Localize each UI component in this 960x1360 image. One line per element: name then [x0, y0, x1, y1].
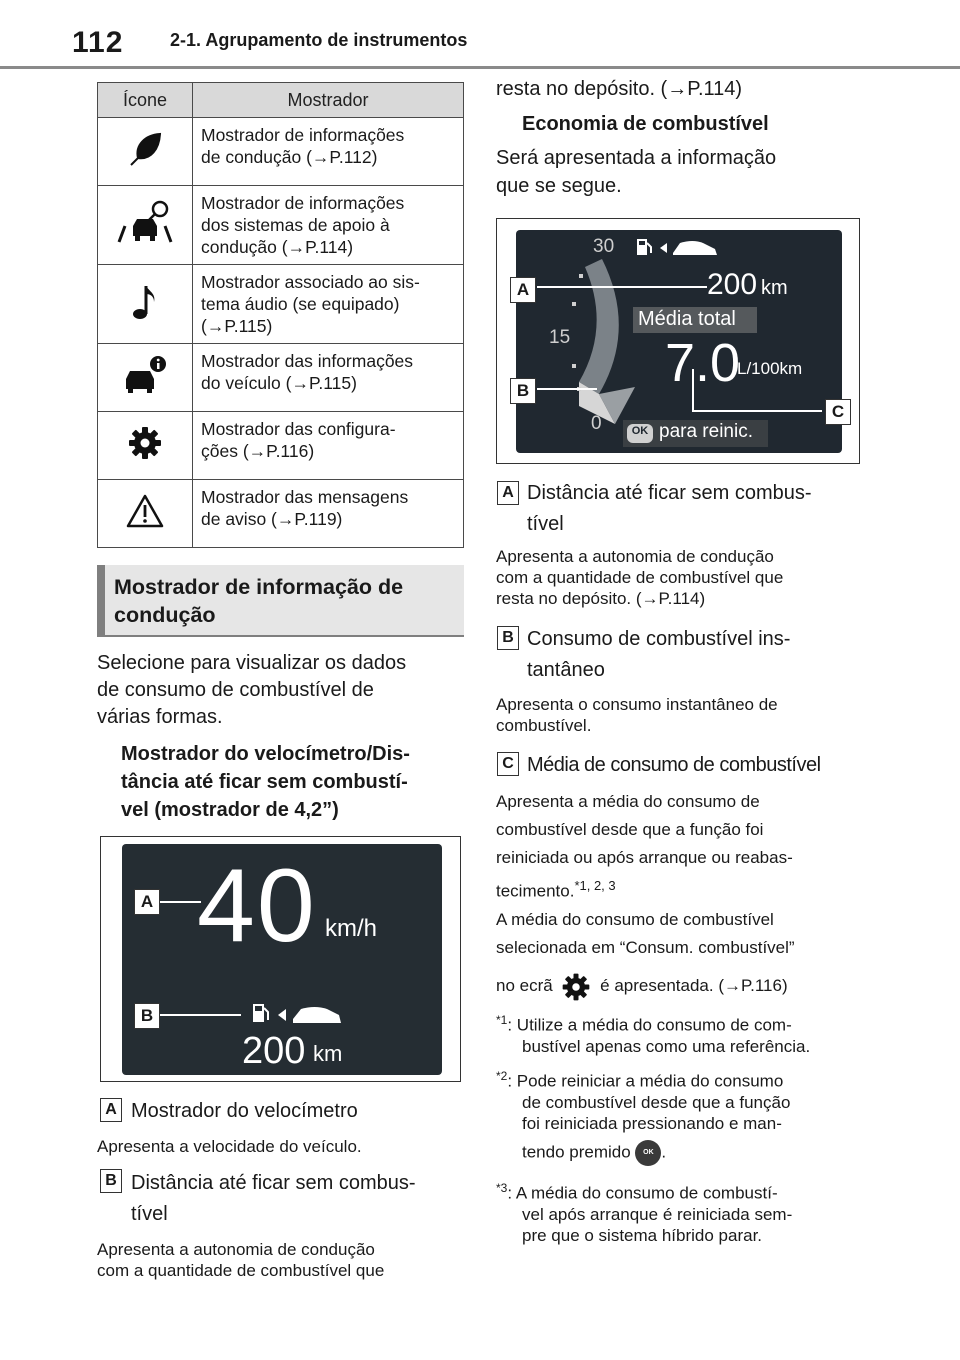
letter-box: C: [497, 752, 519, 776]
item-b-description: [97, 1239, 384, 1281]
music-note-icon: [130, 282, 160, 322]
arrow-left-icon: [278, 1009, 286, 1021]
text-line: Distância até ficar sem combus-: [527, 482, 812, 504]
text-line: Apresenta a autonomia de condução: [97, 1240, 375, 1259]
section-heading: [114, 573, 459, 629]
letter-box: A: [497, 481, 519, 505]
page-number: 112: [72, 26, 124, 59]
text-line: reiniciada ou após arranque ou reabas-: [496, 848, 793, 867]
section-title: 2-1. Agrupamento de instrumentos: [170, 30, 468, 50]
speed-unit: km/h: [325, 915, 378, 942]
arrow-left-icon: [660, 243, 667, 253]
gauge-arc: [579, 259, 619, 394]
section-heading-line: Mostrador de informação de: [114, 575, 404, 599]
footnote-mark: *1: [496, 1013, 508, 1027]
text-fragment: tendo premido: [522, 1142, 631, 1162]
callout-b: B: [134, 1003, 160, 1029]
text-line: que se segue.: [496, 175, 622, 197]
callout-a: A: [510, 277, 536, 303]
footnote-ref: *1, 2, 3: [574, 878, 616, 893]
text-line: vel (mostrador de 4,2”): [121, 799, 339, 821]
table-cell-line: Mostrador das informações: [201, 351, 414, 371]
text-line: várias formas.: [97, 706, 223, 728]
leaf-icon: [125, 129, 165, 169]
item-a-title: [527, 478, 812, 540]
table-row: [98, 186, 464, 265]
section-heading-line: condução: [114, 603, 216, 627]
ok-label: OK: [631, 425, 649, 437]
table-row: [98, 265, 464, 344]
table-cell-line: Mostrador das configura-: [201, 419, 396, 439]
text-line: Distância até ficar sem combus-: [131, 1172, 416, 1194]
callout-b: B: [510, 378, 536, 404]
item-a-marker: [100, 1098, 122, 1122]
item-b-title: [131, 1168, 416, 1230]
range-value: 200: [707, 268, 758, 301]
reset-text: para reinic.: [659, 421, 753, 442]
text-line: A média do consumo de combustível: [496, 910, 774, 929]
text-line: Será apresentada a informação: [496, 147, 777, 169]
text-line: Apresenta a autonomia de condução: [496, 547, 774, 566]
text-line: selecionada em “Consum. combustível”: [496, 938, 795, 957]
footnote-2: [496, 1066, 876, 1166]
table-cell-line: Mostrador associado ao sis-: [201, 272, 420, 292]
text-fragment: é apresentada. (→P.116): [600, 976, 788, 995]
table-cell-line: de condução (→P.112): [201, 147, 378, 167]
text-line: [496, 1178, 876, 1204]
item-c-extra: [496, 906, 795, 962]
gear-icon: [561, 972, 591, 1002]
item-a-description: Apresenta a velocidade do veículo.: [97, 1137, 362, 1156]
gauge-min-label: 0: [591, 413, 602, 434]
vehicle-info-icon: [120, 355, 170, 395]
continued-text: resta no depósito. (→P.114): [496, 78, 743, 100]
item-c-extra-inline: [496, 968, 788, 1004]
table-header-row: [98, 83, 464, 118]
header-divider: [0, 66, 960, 69]
item-a-title: Mostrador do velocímetro: [131, 1100, 358, 1122]
text-line: [496, 1066, 876, 1092]
text-line: de consumo de combustível de: [97, 679, 374, 701]
text-line: tância até ficar sem combustí-: [121, 771, 408, 793]
table-cell-line: ções (→P.116): [201, 441, 315, 461]
text-line: com a quantidade de combustível que: [97, 1261, 385, 1280]
item-c-title: Média de consumo de combustível: [527, 754, 821, 776]
text-line: Selecione para visualizar os dados: [97, 652, 407, 674]
table-row: [98, 412, 464, 480]
text-line: [496, 872, 793, 906]
text-line: resta no depósito. (→P.114): [496, 589, 706, 608]
column-header-display: Mostrador: [193, 83, 464, 118]
table-cell-line: condução (→P.114): [201, 237, 354, 257]
subsection-heading-fuel: Economia de combustível: [522, 113, 769, 135]
avg-value: 7.0: [665, 333, 741, 393]
fuel-pump-icon: [253, 1004, 268, 1022]
text-fragment: : A média do consumo de combustí-: [507, 1183, 778, 1203]
letter-box: B: [100, 1169, 122, 1193]
footnote-mark: *3: [496, 1181, 508, 1195]
avg-label: Média total: [638, 308, 736, 330]
text-line: com a quantidade de combustível que: [496, 568, 784, 587]
item-b-title: [527, 624, 790, 686]
text-line: bustível apenas como uma referência.: [522, 1036, 811, 1056]
fuel-intro: [496, 144, 776, 200]
footnote-1: [496, 1010, 876, 1057]
item-b-marker: [100, 1169, 122, 1193]
table-cell-line: de aviso (→P.119): [201, 509, 343, 529]
ok-button-icon: OK: [635, 1140, 661, 1166]
table-cell-line: Mostrador de informações: [201, 125, 405, 145]
range-unit: km: [313, 1041, 343, 1066]
text-line: [496, 1140, 876, 1166]
footnote-3: [496, 1178, 876, 1246]
text-line: [496, 1010, 876, 1036]
text-line: Apresenta a média do consumo de: [496, 792, 760, 811]
table-cell-line: Mostrador de informações: [201, 193, 405, 213]
table-cell-line: Mostrador das mensagens: [201, 487, 409, 507]
text-fragment: .: [661, 1142, 667, 1162]
item-a-marker: [497, 481, 519, 505]
text-line: tantâneo: [527, 659, 605, 681]
subsection-heading: [121, 740, 466, 824]
car-side-icon: [293, 1007, 341, 1023]
fuel-economy-figure: [496, 218, 860, 464]
text-line: vel após arranque é reiniciada sem-: [522, 1204, 793, 1224]
item-c-description: [496, 788, 793, 906]
text-fragment: : Pode reiniciar a média do consumo: [507, 1071, 784, 1091]
range-value: 200: [242, 1030, 306, 1072]
intro-paragraph: [97, 650, 467, 731]
text-fragment: no ecrã: [496, 976, 553, 995]
column-header-icon: Ícone: [98, 83, 193, 118]
table-cell-line: dos sistemas de apoio à: [201, 215, 390, 235]
text-line: foi reiniciada pressionando e man-: [522, 1113, 782, 1133]
icon-table: [97, 82, 464, 548]
gauge-max-label: 30: [593, 236, 615, 257]
car-side-icon: [673, 241, 717, 255]
text-fragment: : Utilize a média do consumo de com-: [507, 1015, 792, 1035]
item-c-marker: [497, 752, 519, 776]
table-cell-line: do veículo (→P.115): [201, 373, 357, 393]
callout-c: C: [825, 399, 851, 425]
text-fragment: tecimento.: [496, 881, 575, 901]
table-row: [98, 480, 464, 548]
letter-box: B: [497, 626, 519, 650]
table-cell-line: (→P.115): [201, 316, 273, 336]
text-line: Consumo de combustível ins-: [527, 628, 791, 650]
footnote-mark: *2: [496, 1069, 508, 1083]
text-line: Apresenta o consumo instantâneo de: [496, 695, 778, 714]
range-unit: km: [761, 277, 788, 299]
callout-a: A: [134, 889, 160, 915]
text-line: Mostrador do velocímetro/Dis-: [121, 743, 410, 765]
gear-icon: [127, 425, 163, 461]
text-line: pre que o sistema híbrido parar.: [522, 1225, 763, 1245]
item-b-description: [496, 694, 778, 736]
warning-icon: [125, 493, 165, 529]
letter-box: A: [100, 1098, 122, 1122]
text-line: combustível desde que a função foi: [496, 820, 764, 839]
speed-value: 40: [197, 848, 317, 964]
item-a-description: [496, 546, 783, 609]
avg-unit: L/100km: [737, 359, 803, 378]
fuel-pump-icon: [637, 239, 651, 255]
text-line: combustível.: [496, 716, 592, 735]
text-line: tível: [131, 1203, 168, 1225]
text-line: de combustível desde que a função: [522, 1092, 791, 1112]
speedometer-figure: [100, 836, 461, 1082]
table-row: [98, 344, 464, 412]
gauge-mid-label: 15: [549, 327, 571, 348]
text-line: tível: [527, 513, 564, 535]
driver-assist-icon: [115, 200, 175, 246]
table-row: [98, 118, 464, 186]
item-b-marker: [497, 626, 519, 650]
table-cell-line: tema áudio (se equipado): [201, 294, 400, 314]
